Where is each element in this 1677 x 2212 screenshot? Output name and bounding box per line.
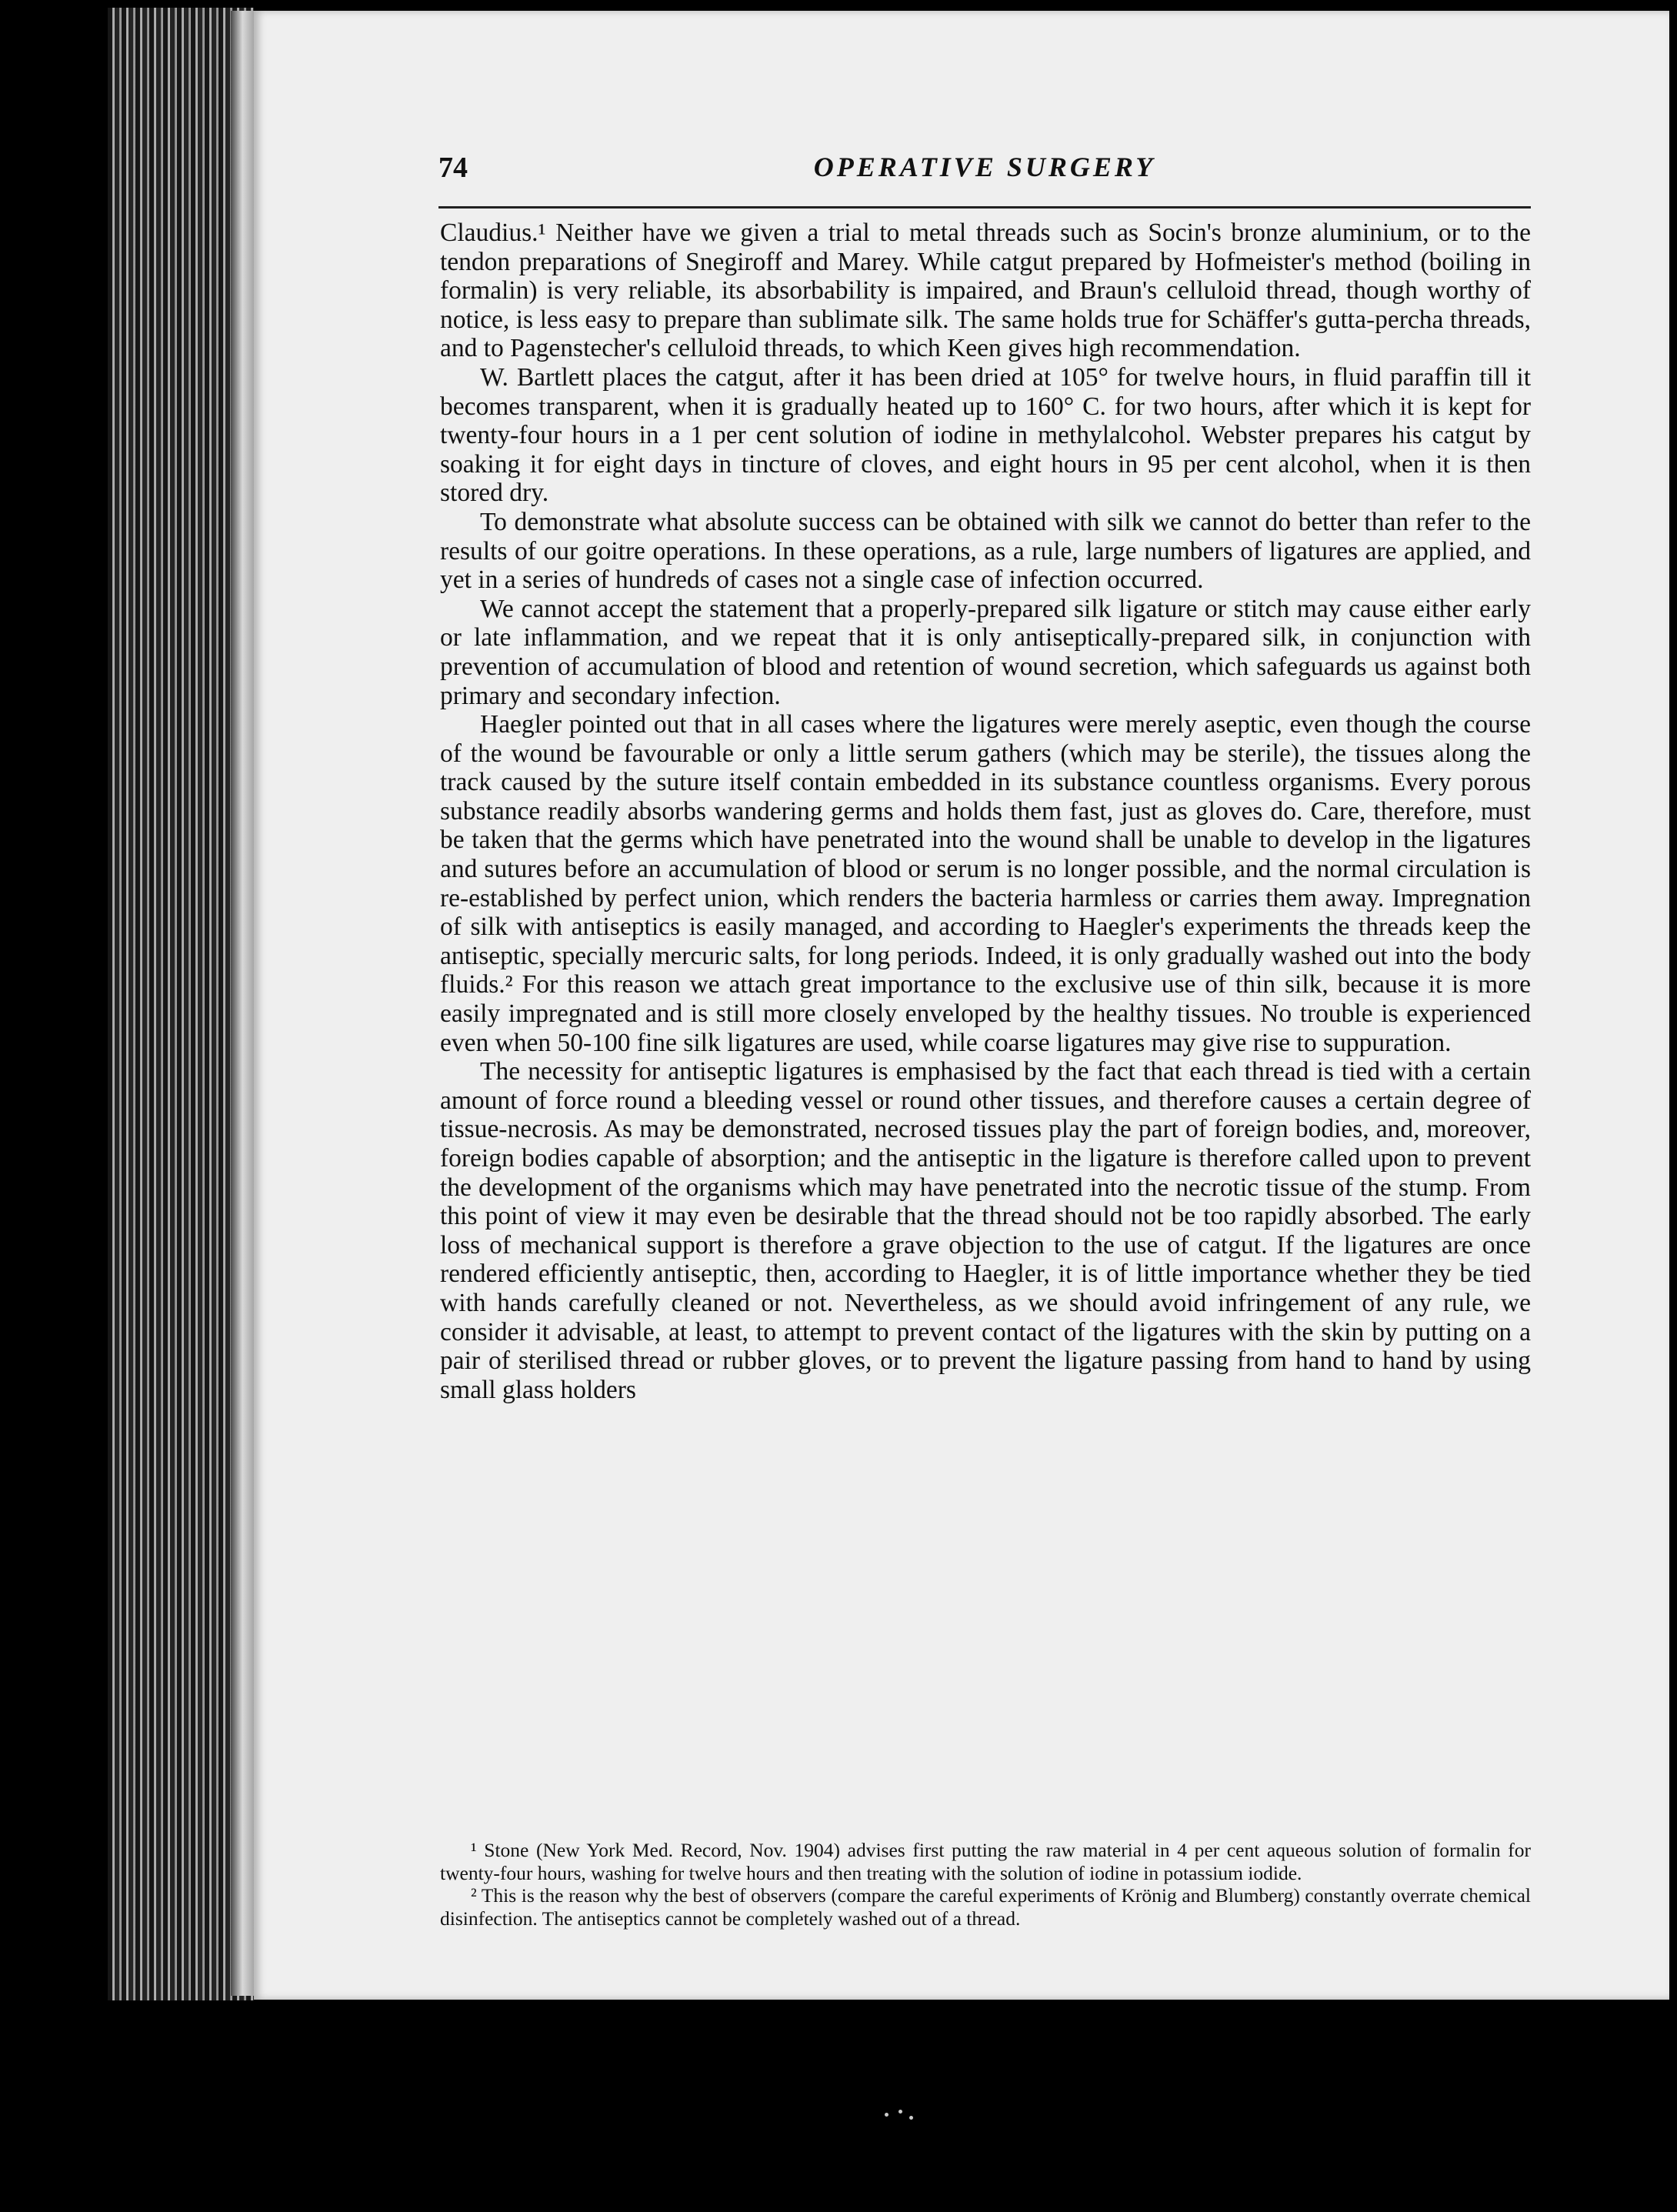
header-rule xyxy=(438,206,1531,209)
paragraph: Claudius.¹ Neither have we given a trial to metal threads such as Socin's bronze aluminium, or to the tendon preparations of Snegiroff and Marey. While catgut prepared by Hofmeister's method (boiling in formalin) is very reliable, its absorbability is impaired, and Braun's celluloid thread, though worthy of notice, is less easy to prepare than sublimate silk. The same holds true for Schäffer's gutta-percha threads, and to Pagenstecher's celluloid threads, to which Keen gives high recommendation. xyxy=(440,219,1531,363)
paragraph: We cannot accept the statement that a properly-prepared silk ligature or stitch may cause either early or late inflammation, and we repeat that it is only antiseptically-prepared silk, in conjunction with prevention of accumulation of blood and retention of wound secretion, which safeguards us against both primary and secondary infection. xyxy=(440,594,1531,710)
paragraph: Haegler pointed out that in all cases where the ligatures were merely aseptic, even though the course of the wound be favourable or only a little serum gathers (which may be sterile), the tissues along the track caused by the suture itself contain embedded in its substance countless organisms. Every porous substance readily absorbs wandering germs and holds them fast, just as gloves do. Care, therefore, must be taken that the germs which have penetrated into the wound shall be unable to develop in the ligatures and sutures before an accumulation of blood or serum is no longer possible, and the normal circulation is re-established by perfect union, which renders the bacteria harmless or carries them away. Impregnation of silk with antiseptics is easily managed, and according to Haegler's experiments the threads keep the antiseptic, specially mercuric salts, for long periods. Indeed, it is only gradually washed out into the body fluids.² For this reason we attach great importance to the exclusive use of thin silk, because it is more easily impregnated and is still more closely enveloped by the healthy tissues. No trouble is experienced even when 50-100 fine silk ligatures are used, while coarse ligatures may give rise to suppuration. xyxy=(440,710,1531,1057)
footnote: ² This is the reason why the best of observers (compare the careful experiments of Krönig and Blumberg) constantly overrate chemical disinfection. The antiseptics cannot be completely washed out of a thread. xyxy=(440,1884,1531,1930)
footnotes xyxy=(440,1839,1531,1930)
paragraph: To demonstrate what absolute success can be obtained with silk we cannot do better than refer to the results of our goitre operations. In these operations, as a rule, large numbers of ligatures are applied, and yet in a series of hundreds of cases not a single case of infection occurred. xyxy=(440,507,1531,595)
body-text xyxy=(440,219,1531,1404)
paragraph: The necessity for antiseptic ligatures is emphasised by the fact that each thread is tied with a certain amount of force round a bleeding vessel or round other tissues, and therefore causes a certain degree of tissue-necrosis. As may be demonstrated, necrosed tissues play the part of foreign bodies, and, moreover, foreign bodies capable of absorption; and the antiseptic in the ligature is therefore called upon to prevent the development of the organisms which may have penetrated into the necrotic tissue of the stump. From this point of view it may even be desirable that the thread should not be too rapidly absorbed. The early loss of mechanical support is therefore a grave objection to the use of catgut. If the ligatures are once rendered efficiently antiseptic, then, according to Haegler, it is of little importance whether they be tied with hands carefully cleaned or not. Nevertheless, as we should avoid infringement of any rule, we consider it advisable, at least, to attempt to prevent contact of the ligatures with the skin by putting on a pair of sterilised thread or rubber gloves, or to prevent the ligature passing from hand to hand by using small glass holders xyxy=(440,1057,1531,1404)
scan-specks xyxy=(885,2108,931,2124)
paragraph: W. Bartlett places the catgut, after it has been dried at 105° for twelve hours, in fluid paraffin till it becomes transparent, when it is gradually heated up to 160° C. for two hours, after which it is kept for twenty-four hours in a 1 per cent solution of iodine in methylalcohol. Webster prepares his catgut by soaking it for eight days in tincture of cloves, and eight hours in 95 per cent alcohol, when it is then stored dry. xyxy=(440,362,1531,508)
page-number: 74 xyxy=(438,152,468,184)
running-head: OPERATIVE SURGERY xyxy=(813,152,1156,182)
page-header xyxy=(438,151,1531,197)
book-page xyxy=(254,11,1669,2000)
footnote: ¹ Stone (New York Med. Record, Nov. 1904) advises first putting the raw material in 4 per cent aqueous solution of formalin for twenty-four hours, washing for twelve hours and then treating with the solution of iodine in potassium iodide. xyxy=(440,1839,1531,1884)
